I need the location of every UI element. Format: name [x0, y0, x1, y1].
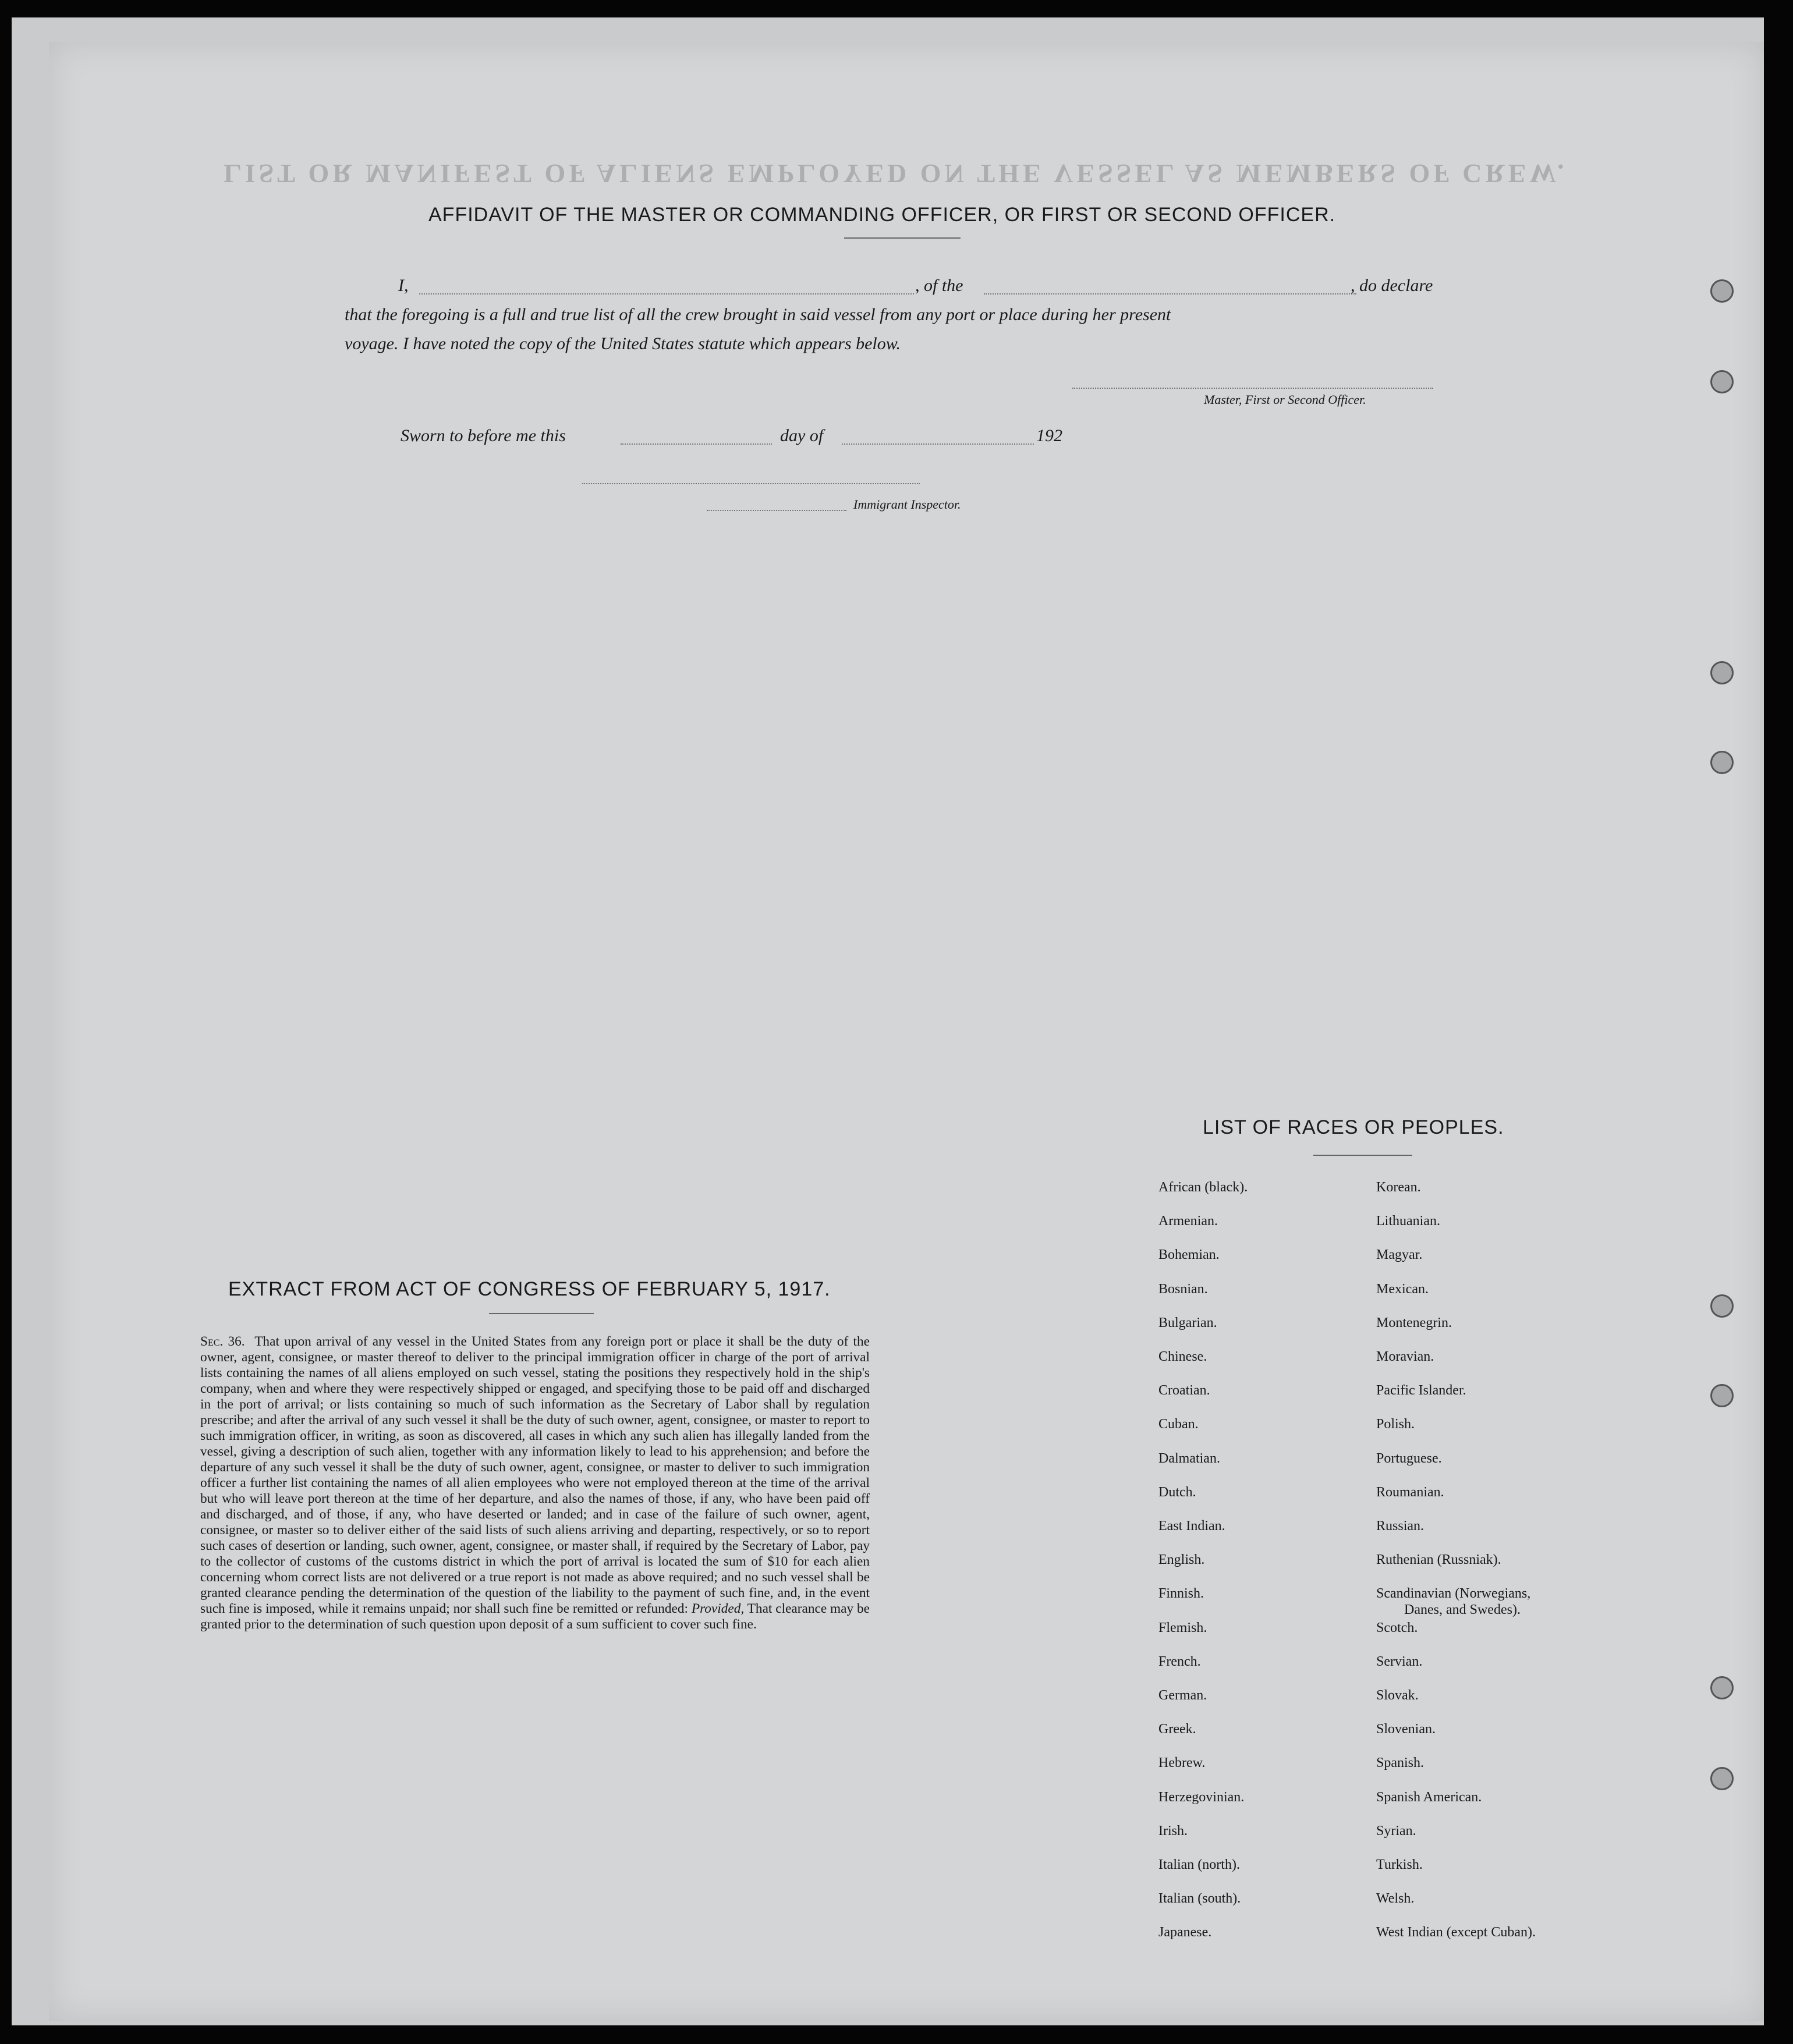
- day-of-label: day of: [780, 426, 824, 445]
- race-item: Ruthenian (Russniak).: [1376, 1552, 1501, 1568]
- vessel-blank-line: [984, 293, 1356, 294]
- race-item: Cuban.: [1158, 1417, 1199, 1432]
- race-item: Italian (south).: [1158, 1891, 1241, 1907]
- race-item: French.: [1158, 1653, 1201, 1669]
- race-item: Pacific Islander.: [1376, 1383, 1466, 1399]
- affidavit-i: I,: [398, 276, 409, 295]
- affidavit-title: AFFIDAVIT OF THE MASTER OR COMMANDING OFFICER, OR FIRST OR SECOND OFFICER.: [428, 204, 1336, 226]
- master-label: Master, First or Second Officer.: [1204, 392, 1366, 407]
- race-item: Mexican.: [1376, 1281, 1429, 1297]
- race-item: Scandinavian (Norwegians,: [1376, 1586, 1531, 1602]
- month-blank-line: [842, 443, 1034, 445]
- race-item: East Indian.: [1158, 1518, 1225, 1534]
- race-item: Croatian.: [1158, 1383, 1210, 1399]
- day-blank-line: [621, 443, 772, 445]
- affidavit-of-the: , of the: [915, 276, 963, 295]
- race-item: Lithuanian.: [1376, 1213, 1440, 1229]
- race-item: Bosnian.: [1158, 1281, 1208, 1297]
- master-signature-line: [1072, 388, 1433, 389]
- race-item: Dalmatian.: [1158, 1450, 1220, 1466]
- race-item: Flemish.: [1158, 1620, 1207, 1635]
- race-item: Armenian.: [1158, 1213, 1218, 1229]
- inspector-signature-line: [582, 483, 920, 484]
- sec-label: Sec. 36.: [200, 1334, 245, 1349]
- binder-hole-icon: [1710, 370, 1734, 393]
- race-item: Spanish American.: [1376, 1789, 1482, 1805]
- inspector-label: Immigrant Inspector.: [853, 497, 961, 512]
- binder-hole-icon: [1710, 1767, 1734, 1790]
- binder-hole-icon: [1710, 1384, 1734, 1407]
- race-item: Bohemian.: [1158, 1247, 1220, 1263]
- race-item: Montenegrin.: [1376, 1315, 1452, 1330]
- extract-title: EXTRACT FROM ACT OF CONGRESS OF FEBRUARY 5, 1917.: [228, 1278, 831, 1300]
- race-item: Hebrew.: [1158, 1755, 1206, 1771]
- races-underline: [1313, 1155, 1412, 1156]
- race-item: Turkish.: [1376, 1857, 1423, 1872]
- race-item: Japanese.: [1158, 1925, 1212, 1940]
- extract-text-part1: That upon arrival of any vessel in the United States from any foreign port or place it shall be the duty of the owner, agent, consignee, or master thereof to deliver to the principal immigration officer in charge of the port of arrival lists containing the names of all aliens employed on such vessel, stating the positions they respectively hold in the ship's company, when and where they were respectively shipped or engaged, and specifying those to be paid off and discharged in the port of arrival; or lists containing so much of such information as the Secretary of Labor shall by regulation prescribe; and after the arrival of any such vessel it shall be the duty of such owner, agent, consignee, or master to report to such immigration officer, in writing, as soon as discovered, all cases in which any such alien has illegally landed from the vessel, giving a description of such alien, together with any information likely to lead to his apprehension; and before the departure of any such vessel it shall be the duty of such owner, agent, consignee, or master to deliver to such immigration officer a further list containing the names of all alien employees who were not employed thereon at the time of the arrival but who will leave port thereon at the time of her departure, and also the names of those, if any, who have been paid off and discharged, and of those, if any, who have deserted or landed; and in case of the failure of such owner, agent, consignee, or master so to deliver either of the said lists of such aliens arriving and departing, respectively, or so to report such cases of desertion or landing, such owner, agent, consignee, or master shall, if required by the Secretary of Labor, pay to the collector of customs of the customs district in which the port of arrival is located the sum of $10 for each alien concerning whom correct lists are not delivered or a true report is not made as above required; and no such vessel shall be granted clearance pending the determination of the question of the liability to the payment of such fine, and, in the event such fine is imposed, while it remains unpaid; nor shall such fine be remitted or refunded:: [200, 1334, 870, 1616]
- race-item: Syrian.: [1376, 1823, 1416, 1839]
- race-item: Slovak.: [1376, 1688, 1419, 1703]
- race-item: Polish.: [1376, 1417, 1415, 1432]
- race-item: Servian.: [1376, 1653, 1423, 1669]
- binder-hole-icon: [1710, 1676, 1734, 1699]
- race-item: Italian (north).: [1158, 1857, 1240, 1872]
- race-item: Russian.: [1376, 1518, 1425, 1534]
- race-item: African (black).: [1158, 1180, 1248, 1195]
- race-item: Finnish.: [1158, 1586, 1204, 1602]
- races-title: LIST OF RACES OR PEOPLES.: [1203, 1116, 1504, 1138]
- name-blank-line: [419, 293, 914, 294]
- race-item: Bulgarian.: [1158, 1315, 1217, 1330]
- provided-label: Provided,: [691, 1601, 745, 1616]
- year-label: 192: [1036, 426, 1062, 445]
- race-item: Greek.: [1158, 1722, 1196, 1737]
- binder-hole-icon: [1710, 1294, 1734, 1318]
- inspector-dotted-lead: [707, 510, 846, 511]
- extract-text-part2: That clearance may be granted prior to the determination of such question upon deposit of a sum sufficient to cover such fine.: [200, 1601, 870, 1632]
- race-item: Spanish.: [1376, 1755, 1425, 1771]
- race-item: Dutch.: [1158, 1484, 1196, 1500]
- race-item: Danes, and Swedes).: [1404, 1602, 1521, 1618]
- race-item: Scotch.: [1376, 1620, 1418, 1635]
- race-item: Korean.: [1376, 1180, 1421, 1195]
- sworn-label: Sworn to before me this: [401, 426, 566, 445]
- affidavit-declare: , do declare: [1351, 276, 1433, 295]
- race-item: Welsh.: [1376, 1891, 1415, 1907]
- race-item: Chinese.: [1158, 1349, 1207, 1364]
- race-item: Slovenian.: [1376, 1722, 1436, 1737]
- affidavit-line3: voyage. I have noted the copy of the United States statute which appears below.: [345, 334, 901, 353]
- race-item: Herzegovinian.: [1158, 1789, 1245, 1805]
- race-item: Roumanian.: [1376, 1484, 1444, 1500]
- race-item: West Indian (except Cuban).: [1376, 1925, 1536, 1940]
- race-item: German.: [1158, 1688, 1207, 1703]
- race-item: Moravian.: [1376, 1349, 1434, 1364]
- extract-body: [200, 1334, 870, 1633]
- manifest-page: [49, 42, 1764, 2021]
- race-item: Irish.: [1158, 1823, 1188, 1839]
- race-item: English.: [1158, 1552, 1205, 1568]
- bleed-through-text: LIST OR MANIFEST OF ALIENS EMPLOYED ON THE VESSEL AS MEMBERS OF CREW.: [224, 159, 1568, 189]
- affidavit-line2: that the foregoing is a full and true list of all the crew brought in said vessel from any port or place during her present: [345, 305, 1171, 324]
- title-underline: [844, 237, 961, 239]
- race-item: Portuguese.: [1376, 1450, 1442, 1466]
- binder-hole-icon: [1710, 279, 1734, 303]
- race-item: Magyar.: [1376, 1247, 1423, 1263]
- binder-hole-icon: [1710, 751, 1734, 774]
- extract-underline: [489, 1313, 594, 1314]
- binder-hole-icon: [1710, 661, 1734, 684]
